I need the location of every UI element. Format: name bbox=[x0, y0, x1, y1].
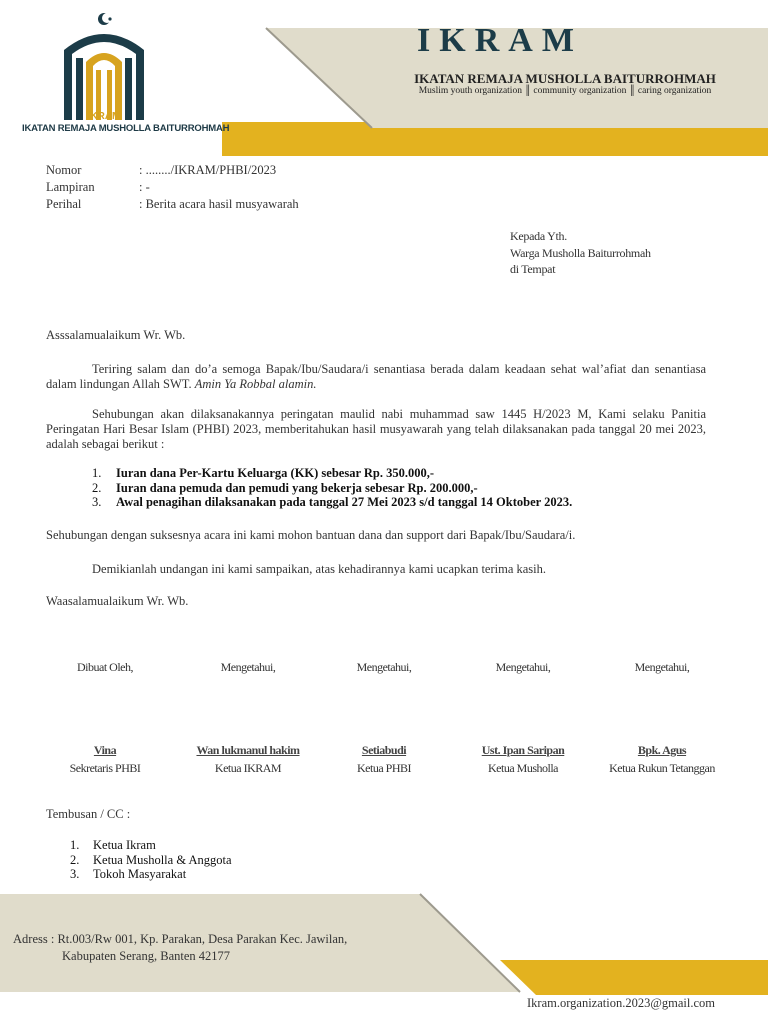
decision-list bbox=[92, 466, 572, 510]
signature-heading: Mengetahui, bbox=[634, 660, 690, 674]
list-text: Awal penagihan dilaksanakan pada tanggal 27 Mei 2023 s/d tanggal 14 Oktober 2023. bbox=[116, 495, 573, 509]
signature-block bbox=[178, 660, 318, 776]
meta-label-nomor: Nomor bbox=[46, 163, 82, 177]
org-tagline: Muslim youth organization ║ community organization ║ caring organization bbox=[418, 86, 712, 96]
meta-value-perihal: : Berita acara hasil musyawarah bbox=[139, 197, 299, 211]
greeting: Asssalamualaikum Wr. Wb. bbox=[46, 328, 186, 342]
signature-name: Bpk. Agus bbox=[637, 743, 687, 757]
paragraph-4 bbox=[46, 562, 706, 577]
paragraph-2 bbox=[46, 407, 706, 452]
cc-text: Ketua Musholla & Anggota bbox=[93, 852, 232, 867]
paragraph-1-text: Teriring salam dan do’a semoga Bapak/Ibu/Saudara/i senantiasa berada dalam keadaan sehat wal’afiat dan senantiasa dalam lindungan Allah SWT. bbox=[46, 362, 706, 391]
footer-address-line-2: Kabupaten Serang, Banten 42177 bbox=[62, 949, 231, 963]
signature-heading: Mengetahui, bbox=[495, 660, 551, 674]
signature-block bbox=[35, 660, 175, 776]
paragraph-1-italic: Amin Ya Robbal alamin. bbox=[194, 377, 317, 391]
header-title: IKRAM bbox=[417, 22, 583, 59]
footer-address-line-1: Adress : Rt.003/Rw 001, Kp. Parakan, Desa Parakan Kec. Jawilan, bbox=[13, 932, 348, 946]
recipient-line-1: Kepada Yth. bbox=[510, 229, 567, 243]
signature-block bbox=[314, 660, 454, 776]
logo-word: IKRAM bbox=[87, 111, 121, 122]
list-item bbox=[92, 495, 572, 510]
recipient-block bbox=[510, 228, 651, 278]
signature-name: Setiabudi bbox=[361, 743, 407, 757]
signature-name: Vina bbox=[93, 743, 117, 757]
signature-role: Ketua Rukun Tetanggan bbox=[609, 761, 715, 775]
cc-number: 1. bbox=[70, 838, 80, 852]
list-number: 2. bbox=[92, 480, 102, 495]
paragraph-2-text: Sehubungan akan dilaksanakannya peringatan maulid nabi muhammad saw 1445 H/2023 M, Kami selaku Panitia Peringatan Hari Besar Islam (PHBI) 2023, memberitahukan hasil musyawarah yang telah dilaksanakan pada tanggal 20 mei 2023, adalah sebagai berikut : bbox=[46, 407, 706, 451]
footer-email: Ikram.organization.2023@gmail.com bbox=[527, 996, 715, 1010]
paragraph-1 bbox=[46, 362, 706, 392]
signature-name: Ust. Ipan Saripan bbox=[481, 743, 565, 757]
footer-gold-band bbox=[500, 960, 768, 995]
logo-caption: IKATAN REMAJA MUSHOLLA BAITURROHMAH bbox=[22, 123, 230, 134]
cc-text: Tokoh Masyarakat bbox=[93, 867, 187, 881]
list-text: Iuran dana pemuda dan pemudi yang bekerja sebesar Rp. 200.000,- bbox=[116, 480, 478, 495]
cc-item bbox=[70, 838, 232, 853]
signature-role: Ketua Musholla bbox=[488, 761, 558, 775]
list-text: Iuran dana Per-Kartu Keluarga (KK) sebesar Rp. 350.000,- bbox=[116, 466, 435, 480]
cc-number: 2. bbox=[70, 852, 80, 867]
cc-number: 3. bbox=[70, 867, 80, 881]
cc-text: Ketua Ikram bbox=[93, 838, 156, 852]
recipient-line-2: Warga Musholla Baiturrohmah bbox=[510, 245, 651, 260]
meta-value-nomor: : ......../IKRAM/PHBI/2023 bbox=[139, 163, 277, 177]
signature-heading: Mengetahui, bbox=[220, 660, 276, 674]
list-number: 1. bbox=[92, 466, 102, 480]
recipient-line-3: di Tempat bbox=[510, 262, 556, 276]
paragraph-4-text: Demikianlah undangan ini kami sampaikan, atas kehadirannya kami ucapkan terima kasih. bbox=[92, 562, 547, 576]
list-number: 3. bbox=[92, 495, 102, 509]
ikram-logo bbox=[18, 10, 218, 140]
signature-block bbox=[453, 660, 593, 776]
signature-role: Ketua PHBI bbox=[357, 761, 411, 775]
closing: Waasalamualaikum Wr. Wb. bbox=[46, 594, 189, 608]
meta-label-perihal: Perihal bbox=[46, 197, 82, 211]
list-item bbox=[92, 481, 572, 496]
cc-item bbox=[70, 853, 232, 868]
cc-title: Tembusan / CC : bbox=[46, 807, 131, 821]
signature-heading: Dibuat Oleh, bbox=[77, 660, 133, 674]
list-item bbox=[92, 466, 572, 481]
paragraph-3: Sehubungan dengan suksesnya acara ini kami mohon bantuan dana dan support dari Bapak/Ibu/Saudara/i. bbox=[46, 528, 576, 542]
meta-value-lampiran: : - bbox=[139, 180, 150, 194]
signature-heading: Mengetahui, bbox=[356, 660, 412, 674]
signature-role: Ketua IKRAM bbox=[214, 761, 282, 775]
signature-block bbox=[592, 660, 732, 776]
signature-role: Sekretaris PHBI bbox=[69, 761, 141, 775]
signature-name: Wan lukmanul hakim bbox=[196, 743, 300, 757]
meta-label-lampiran: Lampiran bbox=[46, 180, 95, 194]
footer-address bbox=[13, 931, 347, 965]
org-name: IKATAN REMAJA MUSHOLLA BAITURROHMAH bbox=[414, 71, 716, 86]
cc-list bbox=[70, 838, 232, 882]
